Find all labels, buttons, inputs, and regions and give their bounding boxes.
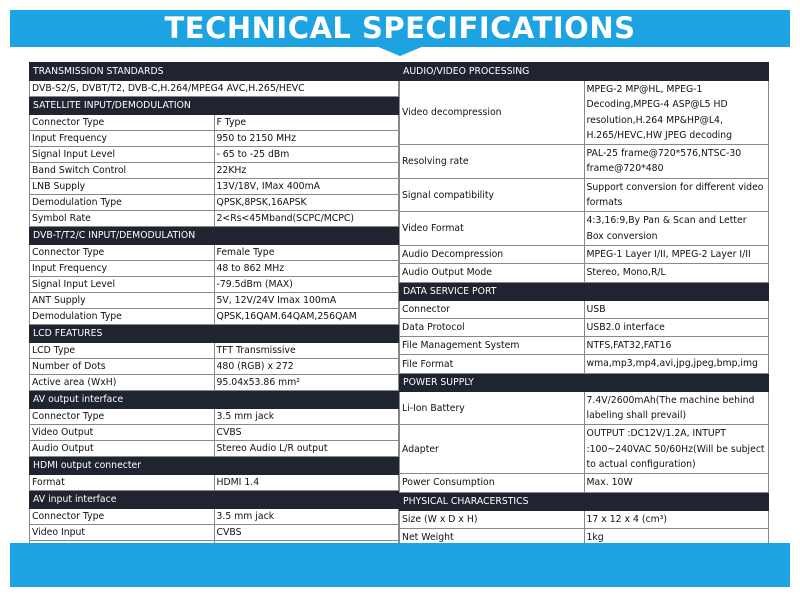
spec-label: Connector Type [30, 115, 215, 131]
spec-row [30, 343, 399, 359]
section-title: TRANSMISSION STANDARDS [30, 63, 399, 81]
spec-value: CVBS [214, 525, 399, 541]
spec-label: Signal Input Level [30, 147, 215, 163]
spec-label: Video Input [30, 525, 215, 541]
spec-row [400, 264, 769, 282]
spec-value: HDMI 1.4 [214, 475, 399, 491]
spec-value: wma,mp3,mp4,avi,jpg,jpeg,bmp,img [584, 355, 769, 373]
spec-row [30, 525, 399, 541]
spec-row [400, 245, 769, 263]
spec-value: 95.04x53.86 mm² [214, 375, 399, 391]
section-header [400, 492, 769, 510]
spec-value: 17 x 12 x 4 (cm³) [584, 510, 769, 528]
section-title: AV output interface [30, 391, 399, 409]
spec-row [30, 359, 399, 375]
section-header [30, 325, 399, 343]
spec-value: USB [584, 300, 769, 318]
left-spec-table [29, 62, 399, 557]
spec-row [400, 474, 769, 492]
spec-value: 7.4V/2600mAh(The machine behind labeling shall prevail) [584, 391, 769, 425]
section-title: HDMI output connecter [30, 457, 399, 475]
spec-value: Max. 10W [584, 474, 769, 492]
spec-value: NTFS,FAT32,FAT16 [584, 337, 769, 355]
spec-row [30, 475, 399, 491]
section-title: DVB-T/T2/C INPUT/DEMODULATION [30, 227, 399, 245]
spec-value: QPSK,8PSK,16APSK [214, 195, 399, 211]
spec-row [30, 409, 399, 425]
section-header [30, 97, 399, 115]
spec-value: MPEG-1 Layer I/II, MPEG-2 Layer I/II [584, 245, 769, 263]
section-header [30, 227, 399, 245]
spec-row [30, 277, 399, 293]
spec-row [400, 145, 769, 179]
spec-value: USB2.0 interface [584, 318, 769, 336]
spec-label: Format [30, 475, 215, 491]
spec-row [30, 245, 399, 261]
footer-bar [10, 543, 790, 587]
spec-row [30, 509, 399, 525]
right-spec-table [399, 62, 769, 547]
spec-label: Audio Decompression [400, 245, 585, 263]
section-header [30, 391, 399, 409]
spec-row [30, 261, 399, 277]
section-header [30, 63, 399, 81]
spec-label: Symbol Rate [30, 211, 215, 227]
spec-label: Resolving rate [400, 145, 585, 179]
spec-value: 5V, 12V/24V Imax 100mA [214, 293, 399, 309]
spec-row [30, 131, 399, 147]
spec-label: Input Frequency [30, 261, 215, 277]
title-banner [10, 10, 790, 47]
spec-label: File Format [400, 355, 585, 373]
spec-label: Video Output [30, 425, 215, 441]
spec-row [30, 81, 399, 97]
spec-row [400, 337, 769, 355]
spec-value: 3.5 mm jack [214, 409, 399, 425]
spec-row [30, 375, 399, 391]
spec-value: 48 to 862 MHz [214, 261, 399, 277]
section-header [400, 373, 769, 391]
spec-row [30, 309, 399, 325]
spec-label: Adapter [400, 425, 585, 474]
spec-value: CVBS [214, 425, 399, 441]
spec-row [400, 425, 769, 474]
spec-label: Video decompression [400, 81, 585, 145]
spec-label: Connector Type [30, 245, 215, 261]
spec-label: Data Protocol [400, 318, 585, 336]
spec-row [400, 391, 769, 425]
spec-row [400, 355, 769, 373]
spec-label: Signal compatibility [400, 178, 585, 212]
spec-row [400, 212, 769, 246]
spec-label: Connector [400, 300, 585, 318]
spec-value: F Type [214, 115, 399, 131]
section-header [400, 63, 769, 81]
page-title: TECHNICAL SPECIFICATIONS [164, 11, 636, 45]
spec-label: Demodulation Type [30, 309, 215, 325]
spec-label: Band Switch Control [30, 163, 215, 179]
spec-label: Input Frequency [30, 131, 215, 147]
spec-label: ANT Supply [30, 293, 215, 309]
spec-label: Active area (WxH) [30, 375, 215, 391]
spec-row [30, 425, 399, 441]
section-header [30, 457, 399, 475]
spec-value: PAL-25 frame@720*576,NTSC-30 frame@720*480 [584, 145, 769, 179]
spec-value: MPEG-2 MP@HL, MPEG-1 Decoding,MPEG-4 ASP@L5 HD resolution,H.264 MP&HP@L4, H.265/HEVC,HW JPEG decoding [584, 81, 769, 145]
spec-value: Stereo, Mono,R/L [584, 264, 769, 282]
spec-row [30, 179, 399, 195]
spec-label: Connector Type [30, 409, 215, 425]
section-header [30, 491, 399, 509]
spec-value: 2<Rs<45Mband(SCPC/MCPC) [214, 211, 399, 227]
spec-row [30, 211, 399, 227]
spec-label: Demodulation Type [30, 195, 215, 211]
spec-value: 950 to 2150 MHz [214, 131, 399, 147]
left-spec-column [29, 62, 399, 557]
section-title: LCD FEATURES [30, 325, 399, 343]
section-title: AV input interface [30, 491, 399, 509]
spec-row [30, 115, 399, 131]
section-title: POWER SUPPLY [400, 373, 769, 391]
spec-row [30, 163, 399, 179]
spec-value: 13V/18V, IMax 400mA [214, 179, 399, 195]
spec-label: Net Weight [400, 528, 585, 546]
spec-label: File Management System [400, 337, 585, 355]
section-title: SATELLITE INPUT/DEMODULATION [30, 97, 399, 115]
spec-row [400, 178, 769, 212]
section-header [400, 282, 769, 300]
section-title: AUDIO/VIDEO PROCESSING [400, 63, 769, 81]
spec-label: Li-Ion Battery [400, 391, 585, 425]
spec-label: LNB Supply [30, 179, 215, 195]
spec-value: 22KHz [214, 163, 399, 179]
right-spec-column [399, 62, 769, 547]
spec-value: Stereo Audio L/R output [214, 441, 399, 457]
spec-value: - 65 to -25 dBm [214, 147, 399, 163]
spec-value: Female Type [214, 245, 399, 261]
spec-label: Size (W x D x H) [400, 510, 585, 528]
spec-label: Video Format [400, 212, 585, 246]
spec-row [400, 81, 769, 145]
spec-row [30, 293, 399, 309]
spec-label: LCD Type [30, 343, 215, 359]
spec-label: Signal Input Level [30, 277, 215, 293]
spec-row [30, 147, 399, 163]
spec-row [400, 318, 769, 336]
spec-label: Power Consumption [400, 474, 585, 492]
spec-value: 3.5 mm jack [214, 509, 399, 525]
spec-row [30, 441, 399, 457]
spec-value: TFT Transmissive [214, 343, 399, 359]
spec-value: -79.5dBm (MAX) [214, 277, 399, 293]
spec-value: QPSK,16QAM.64QAM,256QAM [214, 309, 399, 325]
spec-value: 1kg [584, 528, 769, 546]
spec-row [30, 195, 399, 211]
spec-label: Audio Output [30, 441, 215, 457]
spec-value: 4:3,16:9,By Pan & Scan and Letter Box conversion [584, 212, 769, 246]
banner-notch [376, 46, 424, 56]
section-title: PHYSICAL CHARACERSTICS [400, 492, 769, 510]
spec-value: OUTPUT :DC12V/1.2A, INTUPT :100~240VAC 50/60Hz(Will be subject to actual configuration) [584, 425, 769, 474]
section-title: DATA SERVICE PORT [400, 282, 769, 300]
spec-label: Number of Dots [30, 359, 215, 375]
spec-value: Support conversion for different video formats [584, 178, 769, 212]
spec-row [400, 510, 769, 528]
spec-value: DVB-S2/S, DVBT/T2, DVB-C,H.264/MPEG4 AVC,H.265/HEVC [30, 81, 399, 97]
spec-row [400, 300, 769, 318]
spec-value: 480 (RGB) x 272 [214, 359, 399, 375]
spec-label: Audio Output Mode [400, 264, 585, 282]
spec-label: Connector Type [30, 509, 215, 525]
